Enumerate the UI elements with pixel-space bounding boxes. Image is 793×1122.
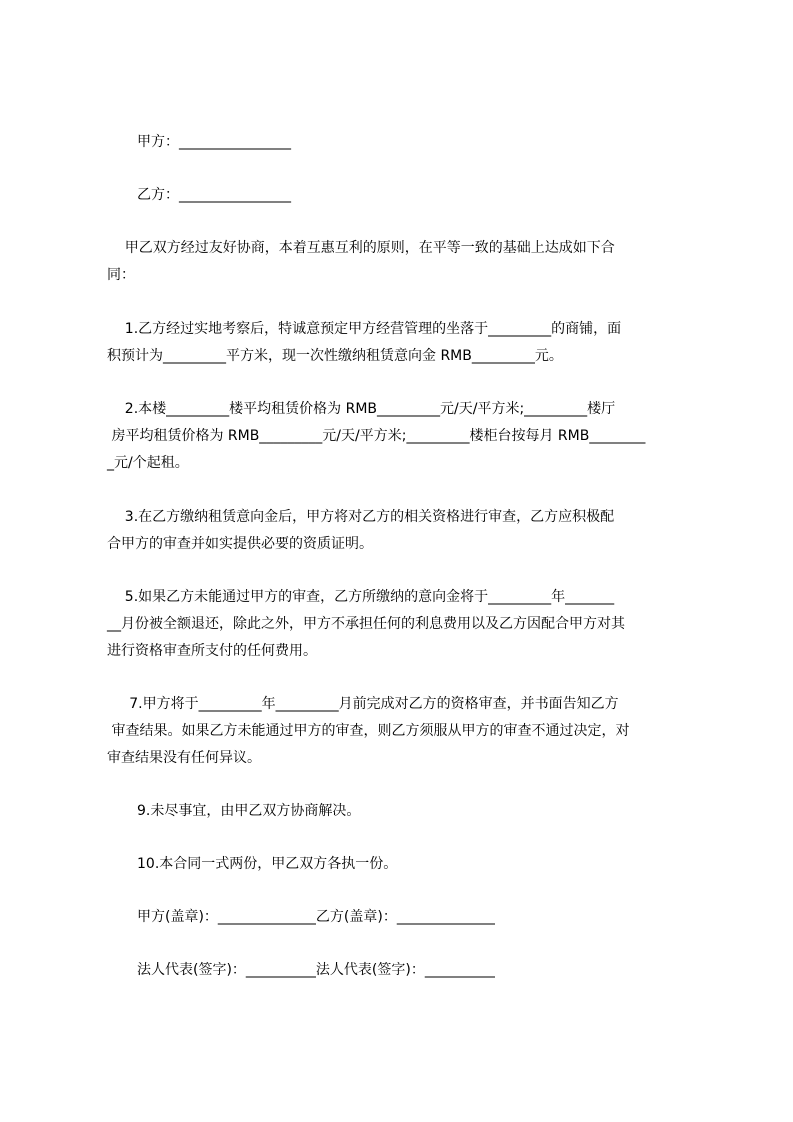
clause-10: 10.本合同一式两份，甲乙双方各执一份。 — [137, 856, 398, 872]
clause-3-line-2: 合甲方的审查并如实提供必要的资质证明。 — [107, 536, 373, 552]
clause-2-line-3: _元/个起租。 — [107, 455, 189, 471]
clause-7-line-1: 7.甲方将于_________年_________月前完成对乙方的资格审查，并书面告知乙方 — [107, 696, 619, 712]
signature-line: 法人代表(签字)：__________法人代表(签字)：__________ — [137, 962, 495, 978]
clause-5-line-2: __月份被全额退还，除此之外，甲方不承担任何的利息费用以及乙方因配合甲方对其 — [107, 616, 625, 632]
clause-2-line-2: 房平均租赁价格为 RMB_________元/天/平方米;_________楼柜台按每月 RMB________ — [107, 428, 646, 444]
clause-1-line-1: 1.乙方经过实地考察后，特诚意预定甲方经营管理的坐落于_________的商铺，面 — [107, 321, 622, 337]
clause-7-line-3: 审查结果没有任何异议。 — [107, 750, 261, 766]
intro-line-1: 甲乙双方经过友好协商，本着互惠互利的原则，在平等一致的基础上达成如下合 — [107, 240, 615, 256]
clause-3-line-1: 3.在乙方缴纳租赁意向金后，甲方将对乙方的相关资格进行审查，乙方应积极配 — [107, 509, 615, 525]
seal-line: 甲方(盖章)：______________乙方(盖章)：______________ — [137, 909, 495, 925]
clause-5-line-3: 进行资格审查所支付的任何费用。 — [107, 643, 317, 659]
party-b-line: 乙方：________________ — [137, 187, 291, 203]
intro-line-2: 同： — [107, 267, 135, 283]
clause-7-line-2: 审查结果。如果乙方未能通过甲方的审查，则乙方须服从甲方的审查不通过决定，对 — [107, 723, 630, 739]
clause-1-line-2: 积预计为_________平方米，现一次性缴纳租赁意向金 RMB_________元。 — [107, 348, 563, 364]
party-a-line: 甲方：________________ — [137, 134, 291, 150]
clause-9: 9.未尽事宜，由甲乙双方协商解决。 — [137, 803, 361, 819]
clause-5-line-1: 5.如果乙方未能通过甲方的审查，乙方所缴纳的意向金将于_________年_______ — [107, 589, 615, 605]
clause-2-line-1: 2.本楼_________楼平均租赁价格为 RMB_________元/天/平方米;_________楼厅 — [107, 401, 616, 417]
